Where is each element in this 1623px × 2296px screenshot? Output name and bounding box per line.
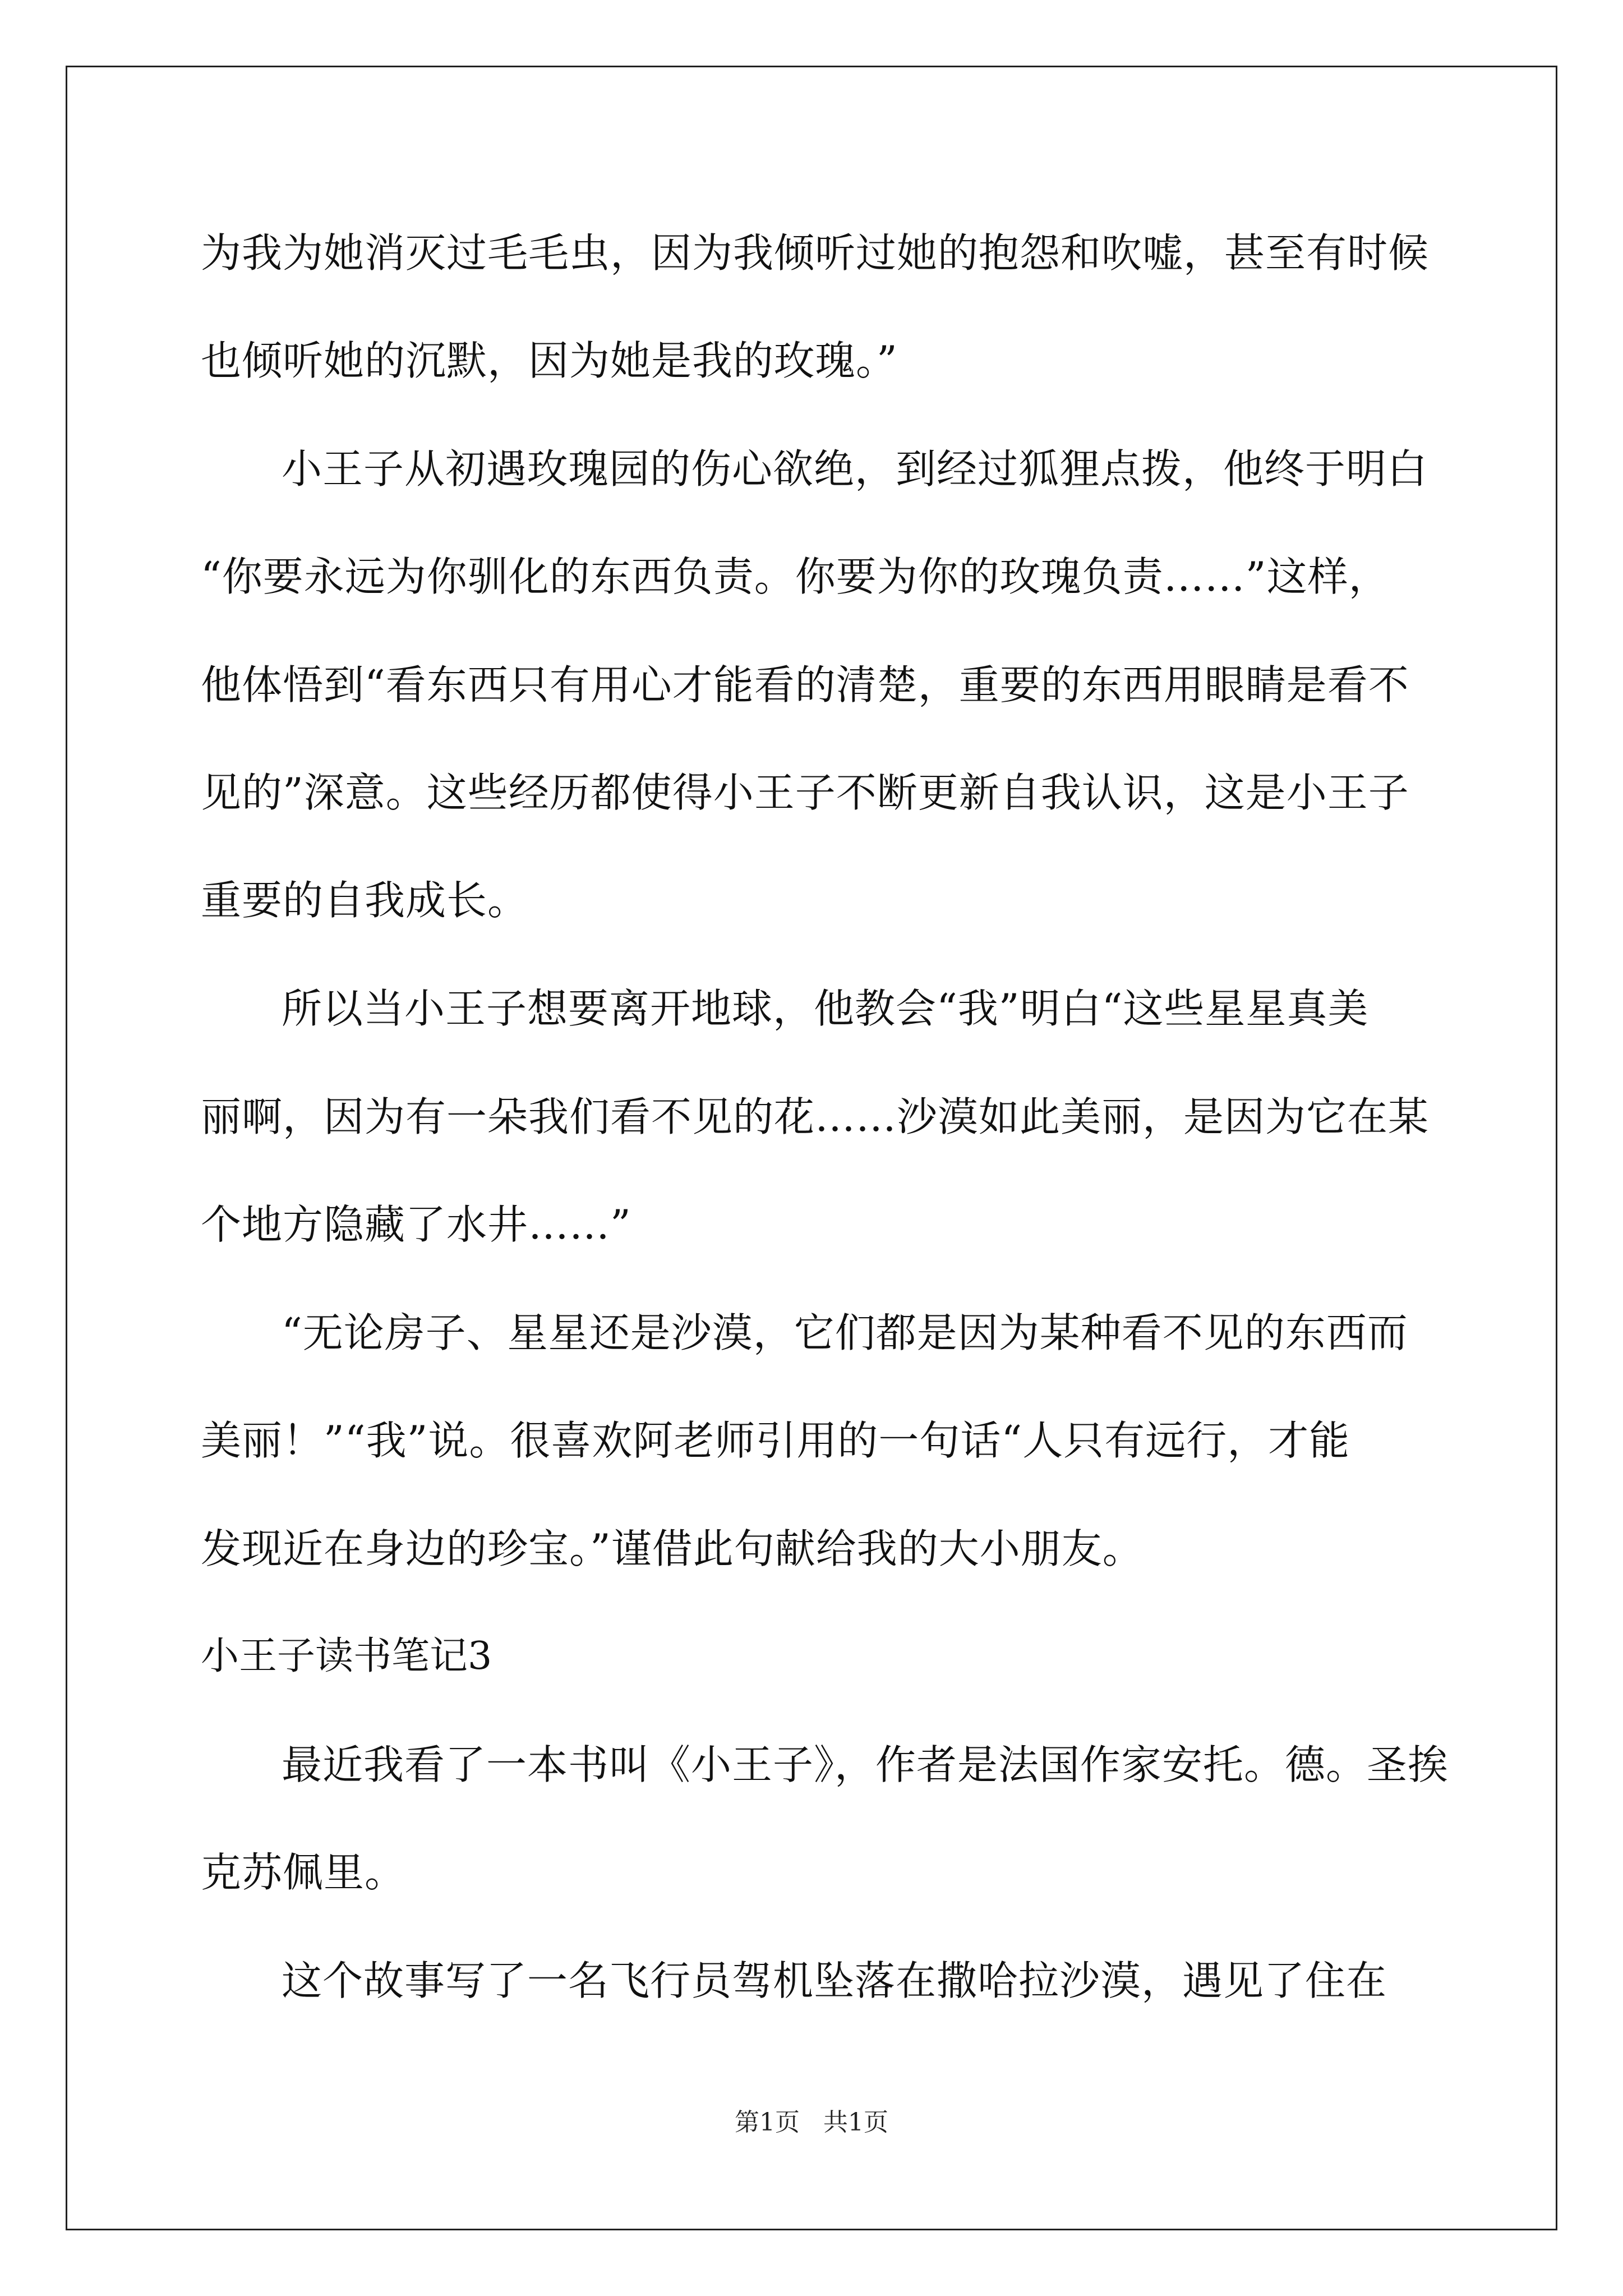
text-line: 见的”深意。这些经历都使得小王子不断更新自我认识，这是小王子	[201, 769, 1409, 816]
text-line: 他体悟到“看东西只有用心才能看的清楚，重要的东西用眼睛是看不	[201, 661, 1409, 708]
text-line: 丽啊，因为有一朵我们看不见的花……沙漠如此美丽，是因为它在某	[201, 1093, 1430, 1140]
page-number-total: 共1页	[823, 2108, 888, 2137]
section-heading: 小王子读书笔记3	[201, 1634, 492, 1678]
paragraph-start: 所以当小王子想要离开地球，他教会“我”明白“这些星星真美	[282, 985, 1369, 1032]
page-number-current: 第1页	[735, 2108, 800, 2137]
text-line: 个地方隐藏了水井……”	[201, 1201, 631, 1248]
text-line: 重要的自我成长。	[201, 877, 529, 924]
paragraph-start: “无论房子、星星还是沙漠，它们都是因为某种看不见的东西而	[282, 1309, 1408, 1356]
paragraph-start: 这个故事写了一名飞行员驾机坠落在撒哈拉沙漠，遇见了住在	[282, 1957, 1387, 2004]
text-line: “你要永远为你驯化的东西负责。你要为你的玫瑰负责……”这样，	[201, 553, 1390, 600]
page-border	[66, 66, 1557, 2230]
text-line: 发现近在身边的珍宝。”谨借此句献给我的大小朋友。	[201, 1525, 1144, 1572]
text-line: 美丽！”“我”说。很喜欢阿老师引用的一句话“人只有远行，才能	[201, 1417, 1350, 1464]
text-line: 克苏佩里。	[201, 1849, 406, 1896]
text-line: 为我为她消灭过毛毛虫，因为我倾听过她的抱怨和吹嘘，甚至有时候	[201, 229, 1430, 277]
paragraph-start: 最近我看了一本书叫《小王子》，作者是法国作家安托。德。圣挨	[282, 1741, 1449, 1788]
page-footer	[0, 2109, 1623, 2136]
text-line: 也倾听她的沉默，因为她是我的玫瑰。”	[201, 337, 898, 384]
paragraph-start: 小王子从初遇玫瑰园的伤心欲绝，到经过狐狸点拨，他终于明白	[282, 445, 1428, 493]
